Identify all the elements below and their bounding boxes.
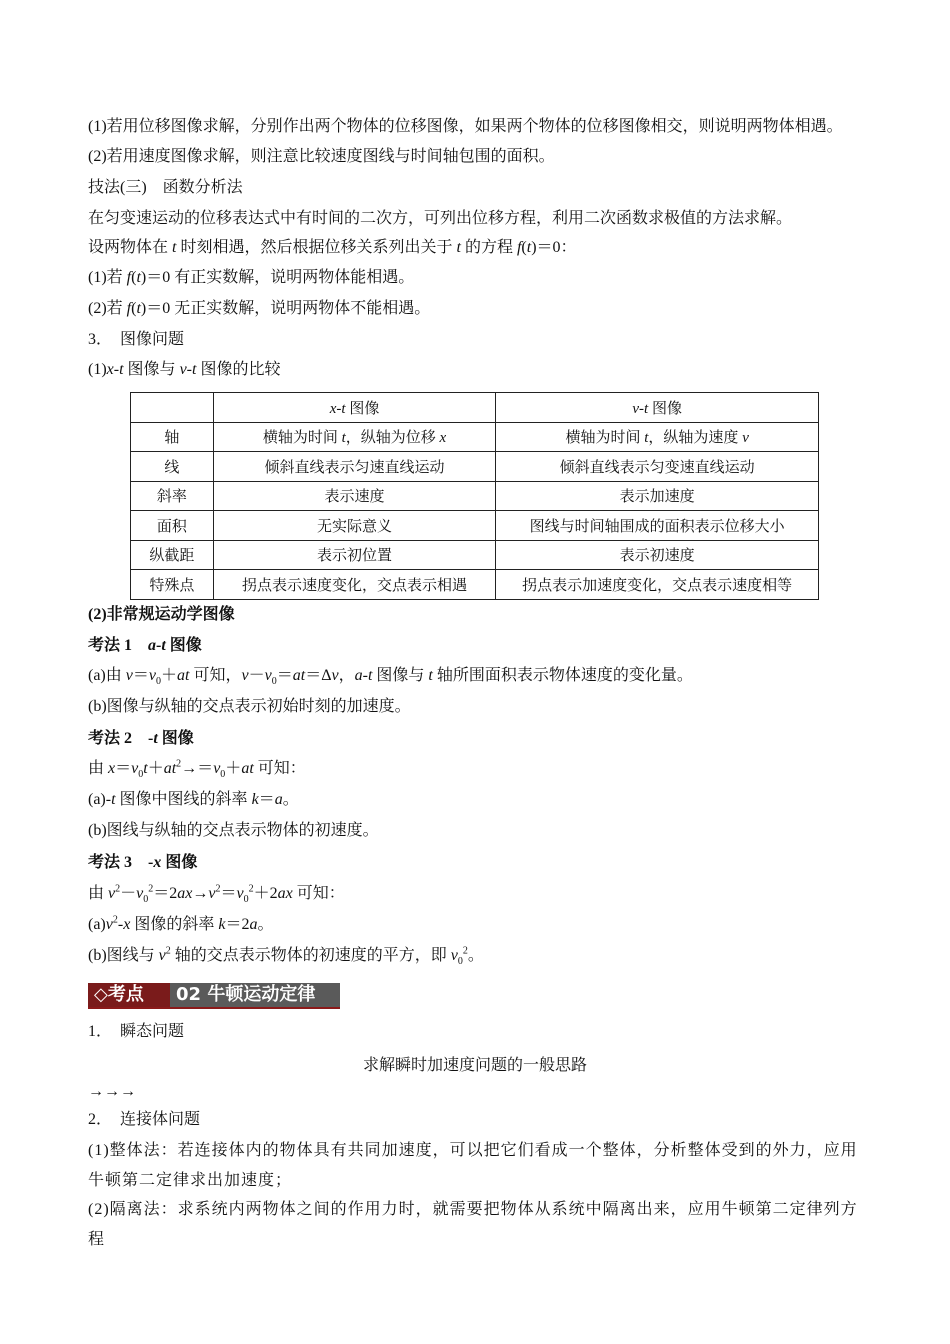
text-line	[88, 884, 345, 904]
subscript: 0	[143, 894, 149, 906]
paragraph: (2)隔离法：求系统内两物体之间的作用力时，就需要把物体从系统中隔离出来，应用牛顿第二定律列方程	[88, 1201, 858, 1248]
var-v: v	[742, 430, 749, 447]
superscript: 2	[176, 758, 182, 770]
text-line: (b)图线与纵轴的交点表示物体的初速度。	[88, 822, 379, 839]
text-span: 考法 1	[88, 637, 149, 654]
text-line	[88, 790, 299, 810]
text-span: ＋	[225, 760, 242, 777]
text-span: 图像	[157, 730, 194, 747]
var-t: t	[111, 791, 116, 808]
var-t: t	[428, 667, 433, 684]
subscript: 0	[220, 769, 226, 781]
var-v: v	[241, 667, 249, 684]
text-span: 图像	[161, 854, 198, 871]
text-span: 图像	[648, 400, 682, 417]
table-cell: 表示速度	[213, 481, 496, 511]
var-v: v	[158, 947, 166, 964]
text-span: 图像中图线的斜率	[115, 791, 252, 808]
column-header-vt	[496, 393, 819, 423]
text-span: ＋	[147, 760, 164, 777]
paragraph: (1)整体法：若连接体内的物体具有共同加速度，可以把它们看成一个整体，分析整体受到的外力，应用牛顿第二定律求出加速度；	[88, 1142, 858, 1189]
var-v: v	[105, 916, 113, 933]
text-span: -	[336, 400, 342, 417]
text-line	[88, 666, 693, 686]
var-v: v	[136, 885, 144, 902]
var-t: t	[644, 430, 649, 447]
section-heading: 1． 瞬态问题	[88, 1023, 185, 1040]
text-span: (a)	[88, 791, 106, 808]
table-cell: 倾斜直线表示匀速直线运动	[213, 452, 496, 482]
row-label: 面积	[131, 511, 214, 541]
var-v: v	[213, 760, 221, 777]
var-a: a	[354, 667, 363, 684]
var-t: t	[192, 361, 197, 378]
var-k: k	[218, 916, 226, 933]
text-span: 图像的斜率	[130, 916, 219, 933]
superscript: 2	[248, 883, 254, 895]
text-span: 由	[88, 885, 109, 902]
section-banner	[88, 983, 340, 1009]
row-label: 轴	[131, 422, 214, 452]
text-span: 轴的交点表示物体的初速度的平方，即	[170, 947, 451, 964]
var-t: t	[143, 760, 148, 777]
var-t: t	[644, 400, 649, 417]
text-span: (1)	[88, 361, 107, 378]
text-span: ，纵轴为速度	[648, 430, 743, 447]
row-label: 斜率	[131, 481, 214, 511]
text-span: 的方程	[460, 239, 517, 256]
banner-title: 02 牛顿运动定律	[170, 983, 340, 1007]
var-t: t	[341, 430, 346, 447]
text-span: -	[639, 400, 645, 417]
text-span: 可知，	[189, 667, 242, 684]
row-label: 线	[131, 452, 214, 482]
arrow-icon: →→→	[88, 1083, 136, 1100]
text-span: -	[156, 637, 162, 654]
text-span: 可知：	[292, 885, 345, 902]
text-span: 横轴为时间	[565, 430, 645, 447]
text-span: (	[521, 239, 527, 256]
superscript: 2	[215, 883, 221, 895]
text-line	[88, 759, 306, 779]
text-span: 。	[257, 916, 274, 933]
text-span: -	[113, 361, 120, 378]
text-span: 设两物体在	[88, 239, 173, 256]
arrow-icon: →	[192, 885, 209, 902]
var-v: v	[125, 667, 133, 684]
text-line	[88, 268, 414, 288]
var-t: t	[161, 637, 166, 654]
text-span: (	[131, 269, 137, 286]
figure-title: 求解瞬时加速度问题的一般思路	[362, 1055, 587, 1074]
var-t: t	[136, 269, 141, 286]
text-span: 轴所围面积表示物体速度的变化量。	[432, 667, 693, 684]
var-at: at	[177, 667, 190, 684]
text-span: -	[186, 361, 192, 378]
text-span: 考法 3	[88, 854, 149, 871]
text-span: 横轴为时间	[262, 430, 342, 447]
subscript: 0	[138, 769, 144, 781]
subscript: 0	[243, 894, 249, 906]
text-span: ＝Δ	[305, 667, 332, 684]
table-row	[131, 481, 819, 511]
var-f: f	[126, 269, 132, 286]
var-v: v	[331, 667, 339, 684]
var-x: x	[439, 430, 447, 447]
text-span: －	[120, 885, 137, 902]
superscript: 2	[115, 883, 121, 895]
text-span: ＝	[132, 667, 149, 684]
subscript: 0	[271, 676, 277, 688]
text-span: (2)若	[88, 300, 127, 317]
var-x: x	[108, 760, 116, 777]
text-span: -	[148, 854, 154, 871]
table-cell	[496, 422, 819, 452]
var-x: x	[329, 400, 337, 417]
text-line: 在匀变速运动的位移表达式中有时间的二次方，可列出位移方程，利用二次函数求极值的方法求解。	[88, 210, 793, 227]
var-v: v	[632, 400, 640, 417]
var-v: v	[450, 947, 458, 964]
text-line	[88, 946, 484, 966]
table-cell: 图线与时间轴围成的面积表示位移大小	[496, 511, 819, 541]
table-cell: 倾斜直线表示匀变速直线运动	[496, 452, 819, 482]
table-cell: 无实际意义	[213, 511, 496, 541]
var-f: f	[516, 239, 522, 256]
row-label: 纵截距	[131, 540, 214, 570]
text-span: ＋	[161, 667, 178, 684]
text-span: (a)	[88, 916, 106, 933]
var-v: v	[148, 667, 156, 684]
text-span: -	[362, 667, 368, 684]
table-row	[131, 511, 819, 541]
text-span: ＝	[197, 760, 214, 777]
section-heading: 2． 连接体问题	[88, 1111, 201, 1128]
table-cell: 表示初位置	[213, 540, 496, 570]
text-span: 图像的比较	[196, 361, 281, 378]
text-span: ＝2	[225, 916, 250, 933]
text-span: (a)由	[88, 667, 126, 684]
text-span: 由	[88, 760, 109, 777]
var-a: a	[274, 791, 283, 808]
var-v: v	[108, 885, 116, 902]
text-line: (2)若用速度图像求解，则注意比较速度图线与时间轴包围的面积。	[88, 148, 555, 165]
var-v: v	[264, 667, 272, 684]
superscript: 2	[462, 945, 468, 957]
column-header-xt	[213, 393, 496, 423]
text-line	[88, 915, 273, 935]
var-t: t	[456, 239, 461, 256]
var-x: x	[123, 916, 131, 933]
superscript: 2	[112, 914, 118, 926]
text-span: ＋2	[253, 885, 278, 902]
var-x: x	[106, 361, 114, 378]
table-row	[131, 452, 819, 482]
row-label: 特殊点	[131, 570, 214, 600]
table-header-row	[131, 393, 819, 423]
text-span: )＝0 无正实数解，说明两物体不能相遇。	[140, 300, 431, 317]
subheading: (2)非常规运动学图像	[88, 606, 235, 623]
text-span: 考法 2	[88, 730, 149, 747]
table-row	[131, 570, 819, 600]
var-t: t	[119, 361, 124, 378]
text-span: ＝2	[153, 885, 178, 902]
var-t: t	[341, 400, 346, 417]
var-t: t	[367, 667, 373, 684]
var-v: v	[131, 760, 139, 777]
comparison-table	[130, 392, 819, 600]
var-t: t	[153, 730, 158, 747]
banner-label: ◇考点	[88, 983, 170, 1007]
subscript: 0	[457, 956, 463, 968]
table-row	[131, 422, 819, 452]
section-heading: 技法(三) 函数分析法	[88, 179, 243, 196]
var-k: k	[251, 791, 259, 808]
text-span: )＝0：	[531, 239, 577, 256]
text-span: ，	[338, 667, 355, 684]
superscript: 2	[165, 945, 171, 957]
text-span: 。	[467, 947, 484, 964]
var-v: v	[179, 361, 187, 378]
subscript: 0	[156, 676, 161, 688]
var-ax: ax	[277, 885, 293, 902]
text-line	[88, 299, 430, 319]
text-span: -	[148, 730, 154, 747]
text-line	[88, 238, 577, 258]
text-span: -	[117, 916, 124, 933]
table-cell	[131, 393, 214, 423]
subheading	[88, 360, 280, 380]
var-t: t	[526, 239, 532, 256]
var-v: v	[208, 885, 216, 902]
text-span: ＝	[276, 667, 293, 684]
var-v: v	[236, 885, 244, 902]
text-span: 图像	[345, 400, 380, 417]
text-span: 。	[282, 791, 299, 808]
var-a: a	[148, 637, 157, 654]
text-span: 图像	[165, 637, 202, 654]
var-a: a	[249, 916, 258, 933]
text-span: (1)若	[88, 269, 127, 286]
table-cell: 拐点表示速度变化，交点表示相遇	[213, 570, 496, 600]
table-row	[131, 540, 819, 570]
text-line: (1)若用位移图像求解，分别作出两个物体的位移图像，如果两个物体的位移图像相交，则说明两物体相遇。	[88, 118, 843, 135]
var-at: at	[241, 760, 254, 777]
text-span: )＝0 有正实数解，说明两物体能相遇。	[140, 269, 415, 286]
text-span: ，纵轴为位移	[345, 430, 440, 447]
text-span: (b)图线与	[88, 947, 159, 964]
method-title	[88, 636, 202, 656]
table-cell: 拐点表示加速度变化，交点表示速度相等	[496, 570, 819, 600]
text-span: 可知：	[253, 760, 306, 777]
text-span: 时刻相遇，然后根据位移关系列出关于	[176, 239, 457, 256]
var-x: x	[153, 854, 162, 871]
method-title	[88, 729, 194, 749]
text-span: 图像与	[372, 667, 429, 684]
text-span: －	[248, 667, 265, 684]
var-f: f	[126, 300, 132, 317]
arrow-icon: →	[181, 760, 198, 777]
text-span: ＝	[258, 791, 275, 808]
text-span: ＝	[220, 885, 237, 902]
text-span: (	[131, 300, 137, 317]
section-heading: 3． 图像问题	[88, 331, 185, 348]
text-line: (b)图像与纵轴的交点表示初始时刻的加速度。	[88, 698, 411, 715]
table-cell	[213, 422, 496, 452]
method-title	[88, 853, 197, 873]
var-t: t	[172, 239, 177, 256]
var-ax: ax	[177, 885, 193, 902]
superscript: 2	[148, 883, 154, 895]
table-cell: 表示加速度	[496, 481, 819, 511]
var-t: t	[136, 300, 141, 317]
text-span: 图像与	[123, 361, 180, 378]
var-at: at	[163, 760, 177, 777]
var-at: at	[292, 667, 306, 684]
text-span: ＝	[115, 760, 132, 777]
text-span: -	[105, 791, 112, 808]
table-cell: 表示初速度	[496, 540, 819, 570]
